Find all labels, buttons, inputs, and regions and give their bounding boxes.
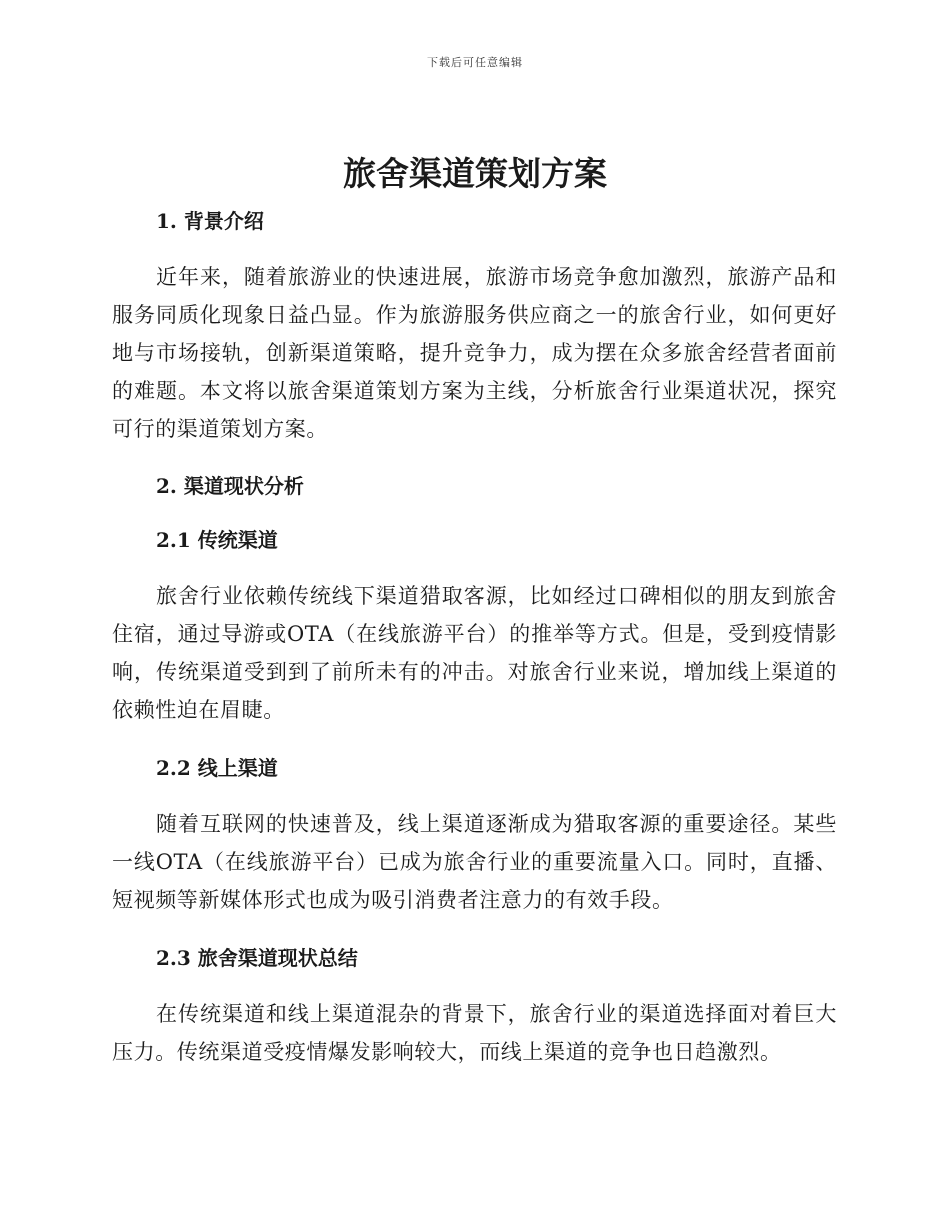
section-heading-channel-summary: 2.3 旅舍渠道现状总结 (156, 946, 358, 970)
section-heading-background: 1. 背景介绍 (156, 209, 264, 233)
section-paragraph-background: 近年来，随着旅游业的快速进展，旅游市场竞争愈加激烈，旅游产品和服务同质化现象日益凸显。作为旅游服务供应商之一的旅舍行业，如何更好地与市场接轨，创新渠道策略，提升竞争力，成为摆在众多旅舍经营者面前的难题。本文将以旅舍渠道策划方案为主线，分析旅舍行业渠道状况，探究可行的渠道策划方案。 (112, 265, 837, 441)
section-paragraph-online-channel: 随着互联网的快速普及，线上渠道逐渐成为猎取客源的重要途径。某些一线OTA（在线旅游平台）已成为旅舍行业的重要流量入口。同时，直播、短视频等新媒体形式也成为吸引消费者注意力的有效手段。 (112, 812, 837, 912)
section-heading-traditional-channel: 2.1 传统渠道 (156, 528, 278, 552)
header-note: 下载后可任意编辑 (427, 56, 523, 69)
document-title: 旅舍渠道策划方案 (343, 154, 607, 193)
document-body (112, 206, 837, 1071)
section-paragraph-channel-summary: 在传统渠道和线上渠道混杂的背景下，旅舍行业的渠道选择面对着巨大压力。传统渠道受疫情爆发影响较大，而线上渠道的竞争也日趋激烈。 (112, 1002, 837, 1064)
section-paragraph-traditional-channel: 旅舍行业依赖传统线下渠道猎取客源，比如经过口碑相似的朋友到旅舍住宿，通过导游或OTA（在线旅游平台）的推举等方式。但是，受到疫情影响，传统渠道受到到了前所未有的冲击。对旅舍行业来说，增加线上渠道的依赖性迫在眉睫。 (112, 584, 837, 722)
section-heading-channel-analysis: 2. 渠道现状分析 (156, 474, 304, 498)
section-heading-online-channel: 2.2 线上渠道 (156, 756, 278, 780)
